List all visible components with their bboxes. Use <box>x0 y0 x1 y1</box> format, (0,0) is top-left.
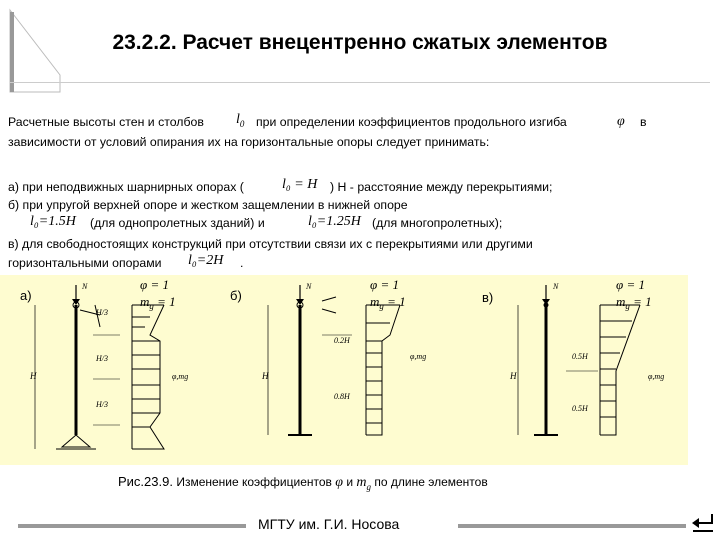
case-b-single: (для однопролетных зданий) и <box>90 216 265 230</box>
svg-text:H/3: H/3 <box>96 354 108 363</box>
svg-text:mg = 1: $m_g = 1$ <box>616 294 652 311</box>
intro-line-1b: при определении коэффициентов продольного изгиба <box>256 115 567 129</box>
case-a-formula: l₀ = H <box>282 177 318 192</box>
svg-text:N: N <box>82 282 88 291</box>
caption-and: и <box>346 475 354 489</box>
footer-institution: МГТУ им. Г.И. Носова <box>258 516 400 532</box>
svg-text:φ,mg: φ,mg <box>648 372 665 381</box>
title-rule <box>10 82 710 83</box>
caption-label: Рис.23.9. <box>118 474 173 489</box>
svg-text:φ = 1: φ = 1 <box>616 277 645 292</box>
svg-text:H: H <box>510 371 517 381</box>
svg-text:N: N <box>553 282 559 291</box>
svg-text:0.2H: 0.2H <box>334 336 350 345</box>
caption-mg: $m_g$ <box>356 475 372 492</box>
phi-symbol: φ <box>617 114 625 129</box>
return-arrow-icon[interactable] <box>690 511 716 533</box>
case-a-tail: ) Н - расстояние между перекрытиями; <box>330 180 553 194</box>
svg-text:φ,mg: φ,mg <box>172 372 189 381</box>
svg-text:N: N <box>306 282 312 291</box>
intro-line-1c: в <box>640 115 647 129</box>
intro-line-2: зависимости от условий опирания их на горизонтальные опоры следует принимать: <box>8 135 490 149</box>
svg-text:H: H <box>30 371 37 381</box>
footer-rule-right <box>458 524 686 528</box>
case-c-text: в) для свободностоящих конструкций при отсутствии связи их с перекрытиями или другими <box>8 237 533 251</box>
case-c-formula: l₀=2H <box>188 253 224 268</box>
case-b-multi: (для многопролетных); <box>372 216 503 230</box>
figure-label-a: а) <box>20 288 32 303</box>
svg-text:0.5H: 0.5H <box>572 352 588 361</box>
svg-text:φ = 1: φ = 1 <box>370 277 399 292</box>
svg-text:φ = 1: φ = 1 <box>140 277 169 292</box>
page-title: 23.2.2. Расчет внецентренно сжатых элементов <box>112 31 608 54</box>
diagram-a <box>29 277 188 449</box>
case-b-formula-1: l₀=1.5H <box>30 214 76 229</box>
footer-rule-left <box>18 524 246 528</box>
svg-text:0.5H: 0.5H <box>572 404 588 413</box>
caption-tail: по длине элементов <box>374 475 488 489</box>
case-c-text-2: горизонтальными опорами <box>8 256 162 270</box>
diagram-c <box>509 277 664 435</box>
intro-line-1a: Расчетные высоты стен и столбов <box>8 115 204 129</box>
svg-text:H/3: H/3 <box>96 308 108 317</box>
caption-phi: φ <box>335 475 344 490</box>
figure-label-c: в) <box>482 290 494 305</box>
svg-text:mg = 1: $m_g = 1$ <box>370 294 406 311</box>
case-b-text: б) при упругой верхней опоре и жестком защемлении в нижней опоре <box>8 198 408 212</box>
svg-text:H/3: H/3 <box>96 400 108 409</box>
column-diagrams <box>0 275 688 465</box>
svg-text:H: H <box>262 371 269 381</box>
figure-caption <box>118 474 488 492</box>
l0-symbol: $l_0$ <box>236 112 245 129</box>
svg-text:φ,mg: φ,mg <box>410 352 427 361</box>
svg-text:0.8H: 0.8H <box>334 392 350 401</box>
caption-text: Изменение коэффициентов <box>176 475 332 489</box>
diagram-b <box>261 277 426 435</box>
case-c-end: . <box>240 256 244 270</box>
case-b-formula-2: l₀=1.25H <box>308 214 361 229</box>
figure-label-b: б) <box>230 288 242 303</box>
svg-text:mg = 1: $m_g = 1$ <box>140 294 176 311</box>
case-a-text: а) при неподвижных шарнирных опорах ( <box>8 180 244 194</box>
